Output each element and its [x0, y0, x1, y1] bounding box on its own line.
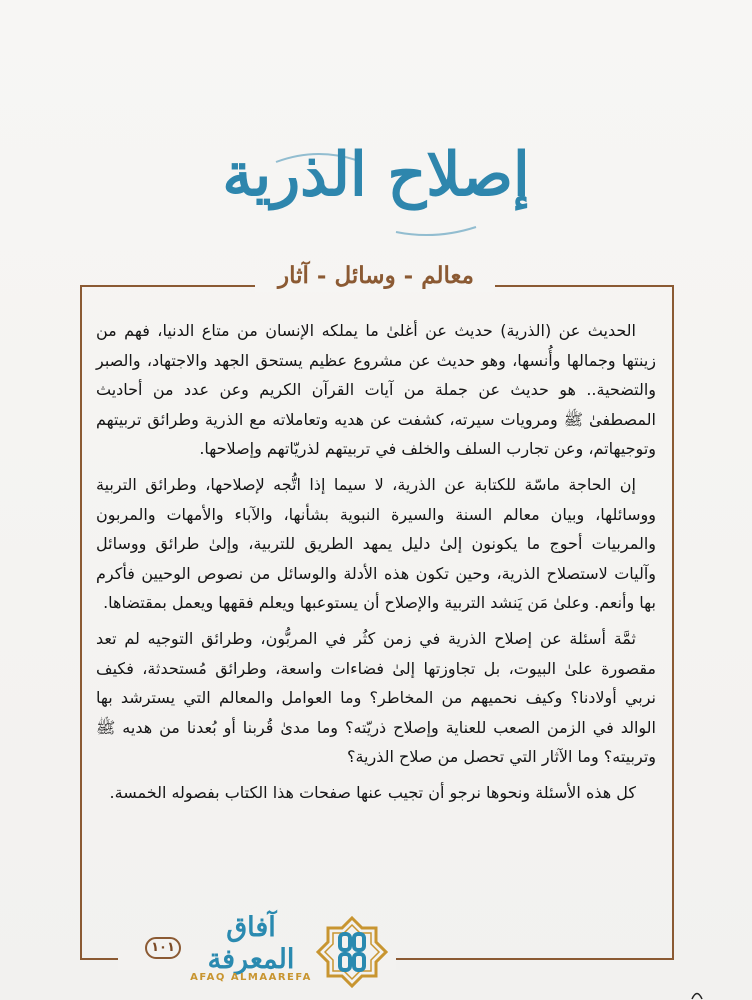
book-subtitle: معالم - وسائل - آثار — [278, 262, 474, 289]
paragraph-4: كل هذه الأسئلة ونحوها نرجو أن تجيب عنها صفحات هذا الكتاب بفصوله الخمسة. — [109, 782, 636, 802]
corner-mark-icon — [690, 988, 704, 1000]
body-text — [96, 316, 656, 814]
page-number: ١٠١ — [145, 937, 181, 959]
publisher-name-arabic: آفاق المعرفة — [207, 912, 295, 976]
paragraph-1: الحديث عن (الذرية) حديث عن أغلىٰ ما يملكه الإنسان من متاع الدنيا، فهم من زينتها وجمالها وأُنسها، وهو حديث عن مشروع عظيم يستحق الجهد والاجتهاد، والصبر والتضحية.. هو حديث عن جملة من آيات القرآن الكريم وعن عدد من أحاديث المصطفىٰ ﷺ ومرويات سيرته، كشفت عن هديه وتعاملاته مع الذرية وطرائق تربيتهم وتوجيهاتم، وعن تجارب السلف والخلف في تربيتهم لذريّاتهم وإصلاحها. — [96, 321, 656, 459]
publisher-name-english: AFAQ ALMAAREFA — [190, 972, 312, 983]
publisher-logo-icon — [316, 916, 388, 988]
book-title: إصلاح الذرية — [222, 140, 530, 210]
paragraph-2: إن الحاجة ماسّة للكتابة عن الذرية، لا سيما إذا اتُّجه لإصلاحها، وطرائق التربية ووسائلها، وبيان معالم السنة والسيرة النبوية بشأنها، والآباء والأمهات والمربون والمربيات أحوج ما يكونون إلىٰ دليل يمهد الطريق للتربية، وإلىٰ طرائق ووسائل وآليات لاستصلاح الذرية، وحين تكون هذه الأدلة والوسائل من نصوص الوحيين فأكرم بها وأنعم. وعلىٰ مَن يَنشد التربية والإصلاح أن يستوعبها ويعلم فقهها ويعمل بمقتضاها. — [96, 474, 656, 613]
paragraph-3: ثمَّة أسئلة عن إصلاح الذرية في زمن كثُر في المربُّون، وطرائق التوجيه لم تعد مقصورة علىٰ البيوت، بل تجاوزتها إلىٰ فضاءات واسعة، وطرائق مُستحدثة، فكيف نربي أولادنا؟ وكيف نحميهم من المخاطر؟ وما العوامل والمعالم التي يسترشد بها الوالد في الزمن الصعب للعناية وإصلاح ذريّته؟ وما مدىٰ قُربنا أو بُعدنا من هديه ﷺ وتربيته؟ وما الآثار التي تحصل من صلاح الذرية؟ — [96, 628, 656, 767]
